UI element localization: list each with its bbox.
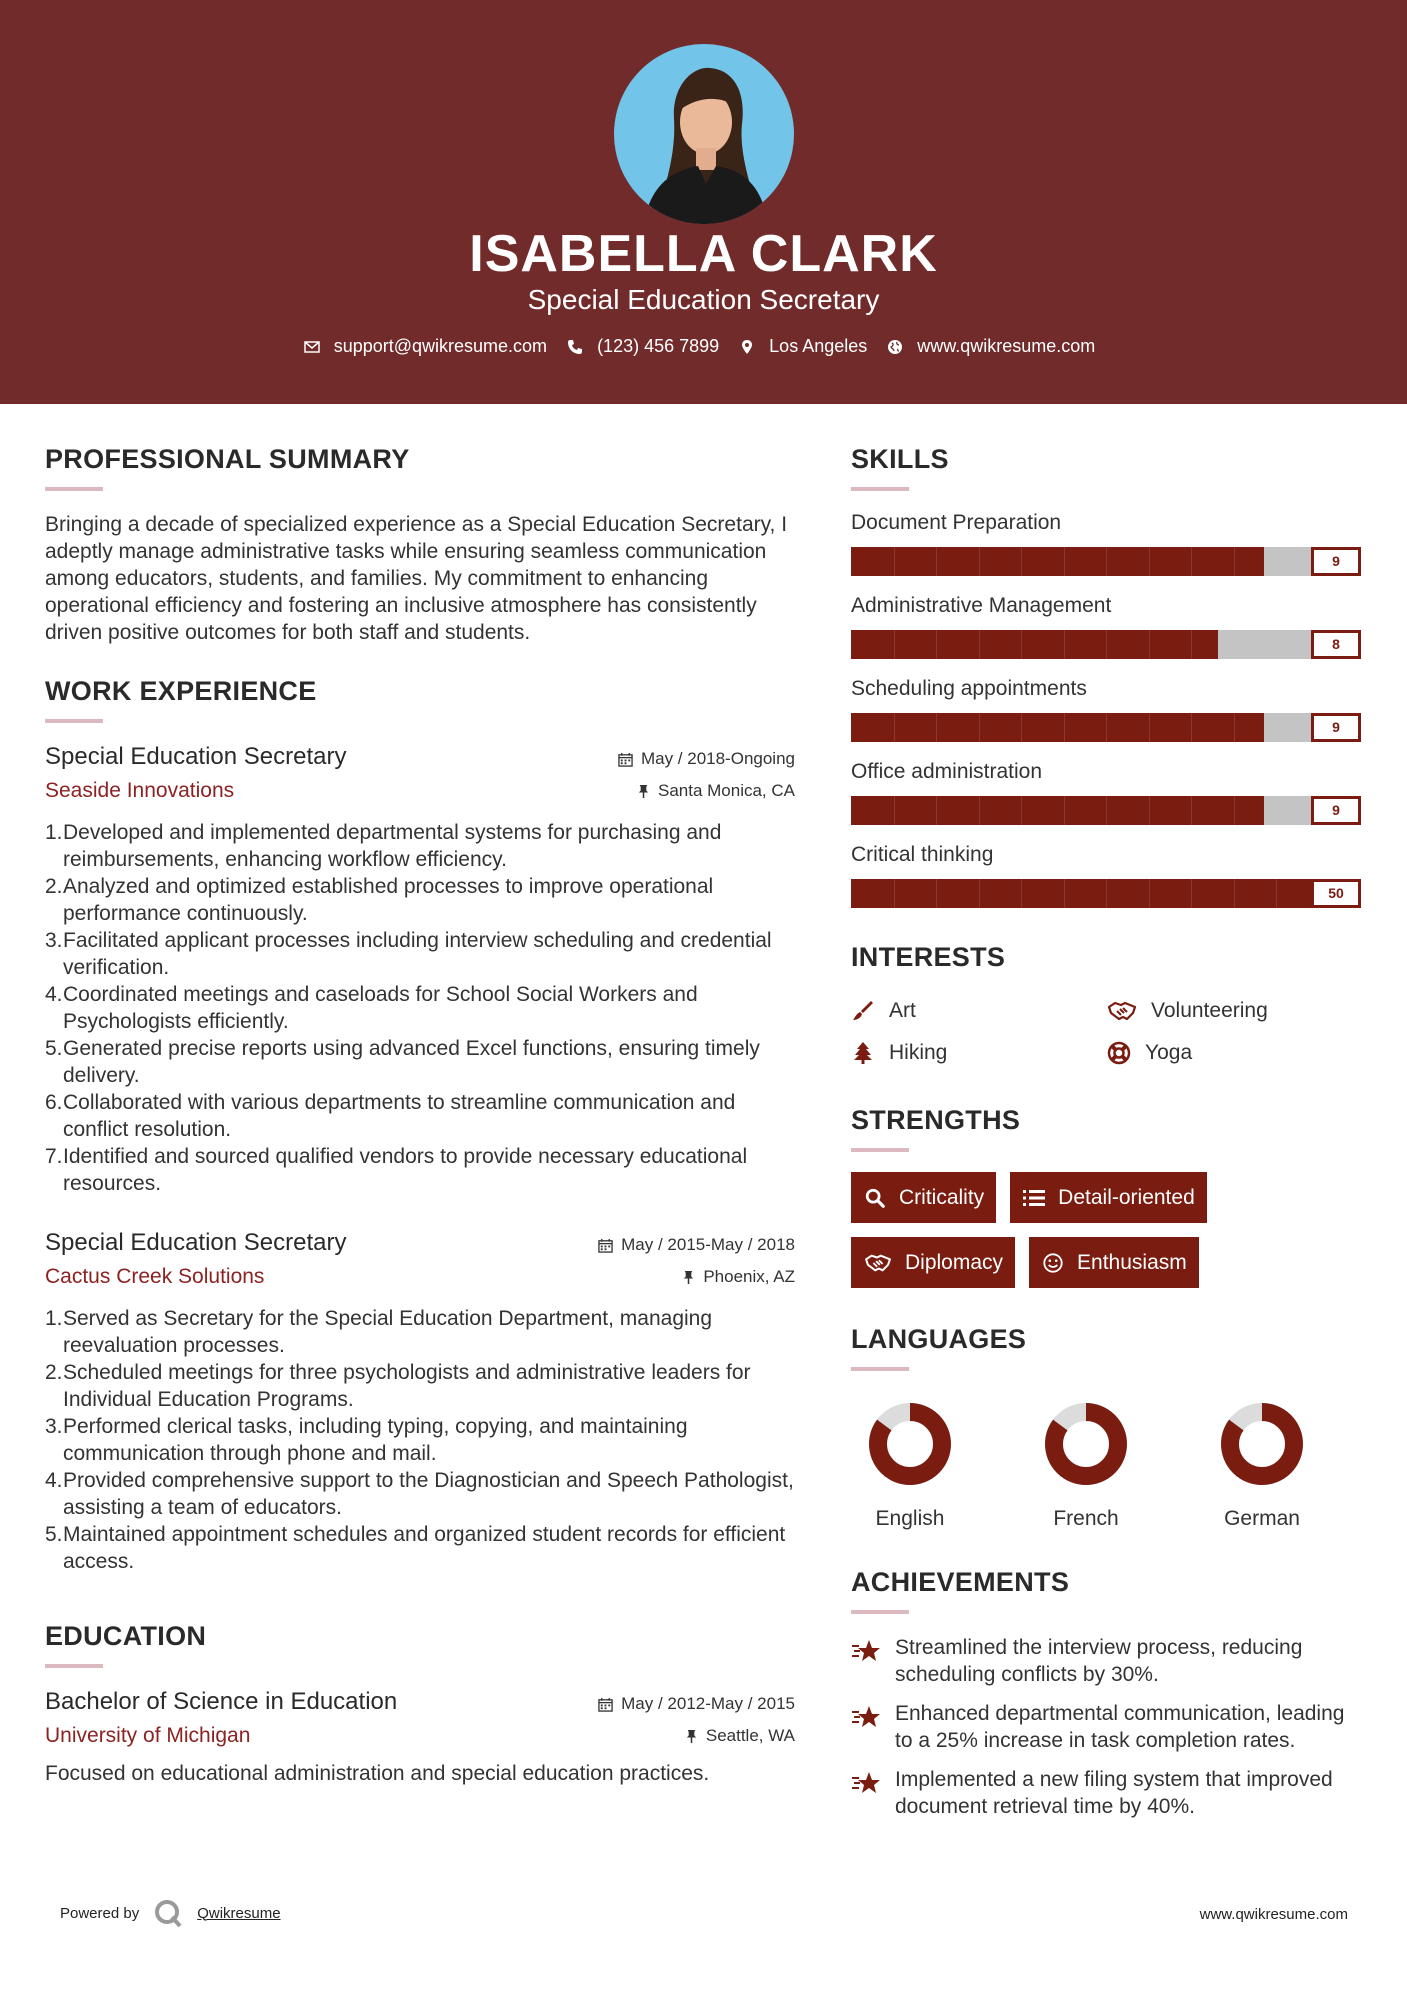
languages-section (851, 1324, 1366, 1531)
summary-text: Bringing a decade of specialized experience as a Special Education Secretary, I adeptly manage administrative tasks while ensuring seamless communication among educators, students, and families. My commitment to enhancing operational efficiency and fostering an inclusive atmosphere has consistently driven positive outcomes for both staff and students. (45, 513, 788, 644)
languages-list (865, 1399, 1366, 1531)
skill-bar-segment (1106, 630, 1107, 659)
footer-site[interactable]: www.qwikresume.com (1199, 1906, 1348, 1923)
handshake-icon (863, 1252, 893, 1274)
company-name: Seaside Innovations (45, 779, 235, 802)
resume-header (0, 0, 1407, 404)
skill-level-badge: 50 (1311, 879, 1361, 908)
skill-bar (851, 796, 1361, 825)
job-title: Special Education Secretary (45, 1229, 347, 1256)
skill-bar-segment (936, 547, 937, 576)
strength-label: Criticality (899, 1185, 985, 1209)
skill-bar-segment (1064, 796, 1065, 825)
skill-bar-segment (1106, 547, 1107, 576)
section-title-interests: INTERESTS (851, 942, 1006, 972)
skill-bar-segment (979, 796, 980, 825)
skill-bar-segment (1064, 547, 1065, 576)
skill-bar-segment (1106, 713, 1107, 742)
skill-bar-fill (851, 713, 1264, 742)
achievements-section (851, 1567, 1366, 1820)
job-location (682, 1267, 795, 1287)
list-item: 1. Served as Secretary for the Special Education Department, managing reevaluation processes. (45, 1307, 713, 1357)
powered-by-text: Powered by (60, 1904, 140, 1922)
interest-label: Yoga (1145, 1041, 1193, 1064)
duty-list (45, 819, 795, 1197)
section-title-achievements: ACHIEVEMENTS (851, 1567, 1070, 1597)
skill-bar-segment (1191, 796, 1192, 825)
skill-bar-segment (979, 547, 980, 576)
language-donut (865, 1399, 955, 1489)
skill-bar-fill (851, 547, 1264, 576)
contact-phone[interactable] (567, 336, 719, 357)
job-date-text: May / 2015-May / 2018 (621, 1235, 795, 1254)
skill-bar-segment (936, 796, 937, 825)
list-item: 3. Facilitated applicant processes including interview scheduling and credential verification. (45, 929, 772, 979)
achievement-item (851, 1766, 1366, 1820)
job-date (618, 749, 795, 769)
section-title-skills: SKILLS (851, 444, 949, 474)
skill-bar-segment (894, 796, 895, 825)
achievement-item (851, 1700, 1366, 1754)
skill-bar-segment (1149, 630, 1150, 659)
contact-email-text: support@qwikresume.com (333, 336, 548, 356)
school-name: University of Michigan (45, 1724, 251, 1747)
skill-item (851, 843, 1366, 908)
skill-bar-segment (936, 879, 937, 908)
pushpin-icon (685, 1729, 698, 1744)
company-name: Cactus Creek Solutions (45, 1265, 265, 1288)
language-donut (1217, 1399, 1307, 1489)
lifering-icon (1107, 1041, 1131, 1065)
skill-bar-segment (1064, 879, 1065, 908)
strength-tag (851, 1237, 1015, 1288)
skill-name: Office administration (851, 760, 1043, 783)
skill-item (851, 677, 1366, 742)
skill-bar-segment (1234, 879, 1235, 908)
experience-section (45, 676, 795, 1575)
interest-label: Art (889, 999, 916, 1022)
language-item (1217, 1399, 1307, 1531)
candidate-name: ISABELLA CLARK (469, 225, 938, 283)
skill-bar-segment (1149, 796, 1150, 825)
section-rule (45, 487, 103, 491)
brand-link[interactable]: Qwikresume (197, 1904, 281, 1922)
job-entry (45, 743, 795, 1197)
achievement-text: Streamlined the interview process, reducing scheduling conflicts by 30%. (895, 1636, 1303, 1686)
paintbrush-icon (851, 999, 875, 1023)
star-icon (851, 1770, 881, 1798)
education-entry (45, 1688, 795, 1787)
job-date (598, 1235, 795, 1255)
skills-list (851, 511, 1366, 908)
skill-bar-segment (1021, 630, 1022, 659)
skill-bar-segment (979, 713, 980, 742)
section-title-summary: PROFESSIONAL SUMMARY (45, 444, 410, 474)
pushpin-icon (682, 1270, 695, 1285)
education-section (45, 1621, 795, 1787)
list-item: 3. Performed clerical tasks, including typing, copying, and maintaining communication through phone and mail. (45, 1415, 688, 1465)
list-icon (1022, 1187, 1046, 1209)
interests-grid (851, 999, 1366, 1065)
contact-location (739, 336, 867, 357)
skill-item (851, 511, 1366, 576)
calendar-icon (598, 1697, 613, 1712)
language-item (865, 1399, 955, 1531)
search-icon (863, 1187, 887, 1209)
skills-section (851, 444, 1366, 908)
strengths-section (851, 1105, 1366, 1288)
section-rule (45, 1664, 103, 1668)
summary-section (45, 444, 795, 646)
skill-bar-segment (936, 630, 937, 659)
education-date-text: May / 2012-May / 2015 (621, 1694, 795, 1713)
achievement-text: Implemented a new filing system that improved document retrieval time by 40%. (895, 1768, 1333, 1818)
skill-bar-segment (1021, 879, 1022, 908)
skill-bar (851, 713, 1361, 742)
skill-bar-segment (1149, 879, 1150, 908)
interest-label: Volunteering (1151, 999, 1268, 1022)
skill-bar-segment (894, 713, 895, 742)
skill-bar-segment (1191, 547, 1192, 576)
skill-name: Document Preparation (851, 511, 1062, 534)
job-location-text: Santa Monica, CA (657, 781, 795, 800)
skill-item (851, 760, 1366, 825)
list-item: 2. Analyzed and optimized established processes to improve operational performance continuously. (45, 875, 714, 925)
skill-bar-segment (894, 547, 895, 576)
achievement-text: Enhanced departmental communication, leading to a 25% increase in task completion rates. (895, 1702, 1345, 1752)
section-title-education: EDUCATION (45, 1621, 207, 1651)
job-title: Special Education Secretary (45, 743, 347, 770)
handshake-icon (1107, 999, 1137, 1023)
contact-location-text: Los Angeles (769, 336, 868, 356)
calendar-icon (618, 752, 633, 767)
left-column (45, 444, 795, 1787)
education-location (685, 1726, 795, 1746)
skill-bar-segment (1191, 630, 1192, 659)
list-item: 5. Generated precise reports using advanced Excel functions, ensuring timely delivery. (45, 1037, 760, 1087)
skill-bar-segment (1234, 796, 1235, 825)
skill-bar (851, 879, 1361, 908)
contact-phone-text: (123) 456 7899 (597, 336, 720, 356)
section-title-experience: WORK EXPERIENCE (45, 676, 317, 706)
contact-website-text: www.qwikresume.com (917, 336, 1096, 356)
section-rule (45, 719, 103, 723)
contact-website[interactable] (887, 336, 1095, 357)
strength-tag (851, 1172, 996, 1223)
skill-bar-segment (936, 713, 937, 742)
duty-list (45, 1305, 795, 1575)
skill-level-badge: 9 (1311, 547, 1361, 576)
footer-powered-by (60, 1898, 281, 1928)
right-column (851, 444, 1366, 1832)
section-rule (851, 487, 909, 491)
skill-bar-segment (1021, 547, 1022, 576)
qwikresume-logo-icon (153, 1898, 183, 1928)
phone-icon (567, 339, 583, 355)
interest-item (1107, 999, 1363, 1023)
skill-bar-segment (1106, 796, 1107, 825)
strength-tag (1010, 1172, 1207, 1223)
skill-name: Critical thinking (851, 843, 994, 866)
section-rule (851, 1148, 909, 1152)
skill-bar (851, 547, 1361, 576)
pushpin-icon (637, 784, 650, 799)
skill-bar-segment (979, 879, 980, 908)
skill-level-badge: 9 (1311, 713, 1361, 742)
job-date-text: May / 2018-Ongoing (640, 749, 795, 768)
section-title-strengths: STRENGTHS (851, 1105, 1021, 1135)
language-item (1041, 1399, 1131, 1531)
skill-bar-segment (894, 630, 895, 659)
skill-bar-fill (851, 796, 1264, 825)
strength-label: Diplomacy (905, 1250, 1004, 1274)
skill-bar-segment (1064, 713, 1065, 742)
skill-bar-segment (1149, 713, 1150, 742)
calendar-icon (598, 1238, 613, 1253)
skill-bar-segment (894, 879, 895, 908)
skill-bar-fill (851, 879, 1361, 908)
tree-icon (851, 1041, 875, 1065)
language-label: French (1053, 1507, 1119, 1530)
skill-bar-segment (979, 630, 980, 659)
contact-email[interactable] (304, 336, 547, 357)
list-item: 4. Provided comprehensive support to the Diagnostician and Speech Pathologist, assisting a team of educators. (45, 1469, 794, 1519)
interest-label: Hiking (889, 1041, 948, 1064)
section-title-languages: LANGUAGES (851, 1324, 1027, 1354)
contact-bar (0, 336, 1407, 357)
skill-item (851, 594, 1366, 659)
skill-name: Administrative Management (851, 594, 1112, 617)
person-silhouette-icon (614, 44, 794, 224)
skill-name: Scheduling appointments (851, 677, 1087, 700)
skill-bar-fill (851, 630, 1218, 659)
language-label: German (1224, 1507, 1300, 1530)
education-location-text: Seattle, WA (705, 1726, 795, 1745)
list-item: 4. Coordinated meetings and caseloads for School Social Workers and Psychologists efficiently. (45, 983, 698, 1033)
list-item: 1. Developed and implemented departmental systems for purchasing and reimbursements, enhancing workflow efficiency. (45, 821, 722, 871)
skill-bar-segment (1021, 713, 1022, 742)
star-icon (851, 1638, 881, 1666)
job-entry (45, 1229, 795, 1575)
achievement-item (851, 1634, 1366, 1688)
list-item: 2. Scheduled meetings for three psychologists and administrative leaders for Individual Education Programs. (45, 1361, 751, 1411)
language-label: English (875, 1507, 945, 1530)
interest-item (851, 1041, 1107, 1065)
list-item: 7. Identified and sourced qualified vendors to provide necessary educational resources. (45, 1145, 748, 1195)
job-location-text: Phoenix, AZ (703, 1267, 795, 1286)
language-donut (1041, 1399, 1131, 1489)
list-item: 6. Collaborated with various departments to streamline communication and conflict resolution. (45, 1091, 736, 1141)
interest-item (1107, 1041, 1363, 1065)
skill-bar-segment (1106, 879, 1107, 908)
candidate-title: Special Education Secretary (527, 284, 880, 315)
skill-bar-segment (1149, 547, 1150, 576)
strength-label: Detail-oriented (1058, 1185, 1195, 1209)
star-icon (851, 1704, 881, 1732)
job-location (637, 781, 795, 801)
list-item: 5. Maintained appointment schedules and organized student records for efficient access. (45, 1523, 786, 1573)
map-marker-icon (739, 339, 755, 355)
skill-bar-segment (1191, 879, 1192, 908)
skill-level-badge: 9 (1311, 796, 1361, 825)
section-rule (851, 1610, 909, 1614)
interest-item (851, 999, 1107, 1023)
skill-level-badge: 8 (1311, 630, 1361, 659)
smile-icon (1041, 1252, 1065, 1274)
skill-bar-segment (1064, 630, 1065, 659)
skill-bar (851, 630, 1361, 659)
strength-tag (1029, 1237, 1199, 1288)
skill-bar-segment (1234, 547, 1235, 576)
degree-title: Bachelor of Science in Education (45, 1688, 398, 1715)
interests-section (851, 942, 1366, 1065)
envelope-icon (304, 339, 320, 355)
education-date (598, 1694, 795, 1714)
section-rule (851, 1367, 909, 1371)
skill-bar-segment (1234, 713, 1235, 742)
profile-photo (614, 44, 794, 224)
strengths-list (851, 1172, 1351, 1288)
skill-bar-segment (1276, 879, 1277, 908)
education-description: Focused on educational administration and special education practices. (45, 1762, 710, 1785)
globe-icon (887, 339, 903, 355)
skill-bar-segment (1021, 796, 1022, 825)
skill-bar-segment (1191, 713, 1192, 742)
strength-label: Enthusiasm (1077, 1250, 1187, 1274)
